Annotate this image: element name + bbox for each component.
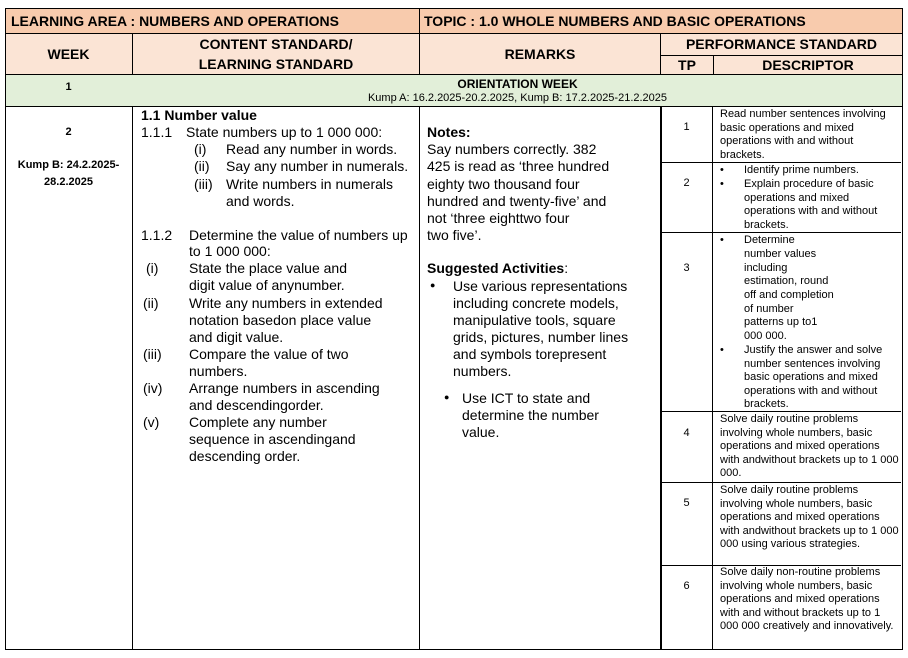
tp2-bullet-icon: •	[720, 178, 724, 190]
s112-item-text: and digit value.	[189, 329, 284, 345]
activity-bullet-icon: ●	[430, 280, 436, 290]
tp-descriptor-1: Read number sentences involving basic operations and mixed operations with and without brackets.	[720, 108, 886, 161]
standard-1-1-2-text: to 1 000 000:	[189, 243, 271, 259]
tp-level-5: 5	[683, 497, 690, 509]
s112-item-text: Write any numbers in extended	[189, 295, 383, 311]
notes-line: 425 is read as ‘three hundred	[427, 158, 610, 174]
s112-item-text: Arrange numbers in ascending	[189, 380, 380, 396]
activity-line: manipulative tools, square	[453, 312, 616, 328]
activity-bullet-icon: ●	[444, 392, 450, 402]
s112-item-text: notation basedon place value	[189, 312, 372, 328]
activity-line: grids, pictures, number lines	[453, 329, 629, 345]
descriptor-header: DESCRIPTOR	[762, 56, 854, 73]
week2-dates-line2: 28.2.2025	[44, 176, 93, 188]
tp-descriptor-6: Solve daily non-routine problems involving whole numbers, basic operations and mixed operations with and without brackets up to 1 000 000 creatively and innovatively.	[720, 566, 894, 633]
tp3-bullet1-line: patterns up to1	[744, 316, 818, 328]
topic-title: TOPIC : 1.0 WHOLE NUMBERS AND BASIC OPERATIONS	[424, 12, 806, 29]
week2-number: 2	[65, 126, 72, 138]
tp-level-3: 3	[683, 262, 690, 274]
s111-item-num: (i)	[194, 141, 207, 157]
s111-item-text: Write numbers in numerals	[226, 176, 394, 192]
activity-line: Use various representations	[453, 278, 628, 294]
tp3-bullet-icon: •	[720, 344, 724, 356]
activity-line: determine the number	[462, 407, 599, 423]
tp3-bullet1-line: number values	[744, 248, 817, 260]
activity-line: and symbols torepresent	[453, 346, 607, 362]
tp2-bullet-icon: •	[720, 164, 724, 176]
activity-line: value.	[462, 424, 500, 440]
s112-item-text: numbers.	[189, 363, 248, 379]
notes-line: not ‘three eighttwo four	[427, 210, 570, 226]
notes-line: Say numbers correctly. 382	[427, 141, 597, 157]
suggested-activities-label: Suggested Activities	[427, 260, 565, 276]
s112-item-text: and descendingorder.	[189, 397, 324, 413]
s112-item-text: Complete any number	[189, 414, 327, 430]
remarks-header: REMARKS	[504, 45, 576, 62]
s111-item-text: Say any number in numerals.	[226, 158, 409, 174]
s111-item-text: and words.	[226, 193, 295, 209]
tp3-bullet1-line: 000 000.	[744, 330, 787, 342]
tp-descriptor-4: Solve daily routine problems involving whole numbers, basic operations and mixed operations with andwithout brackets up to 1 000 000.	[720, 413, 899, 480]
s112-item-num: (v)	[143, 414, 160, 430]
s112-item-text: Compare the value of two	[189, 346, 349, 362]
s112-item-num: (ii)	[143, 295, 159, 311]
tp3-bullet1-line: including	[744, 262, 788, 274]
tp3-bullet1-line: of number	[744, 303, 794, 315]
s112-item-text: sequence in ascendingand	[189, 431, 356, 447]
tp3-bullet1-line: estimation, round	[744, 275, 829, 287]
tp-level-6: 6	[683, 580, 690, 592]
notes-title: Notes:	[427, 124, 471, 140]
suggested-activities-colon: :	[564, 260, 569, 276]
s111-item-text: Read any number in words.	[226, 141, 398, 157]
notes-line: two five’.	[427, 227, 482, 243]
standard-1-1-1-text: State numbers up to 1 000 000:	[186, 124, 383, 140]
tp-descriptor-2-item: Identify prime numbers.	[744, 164, 859, 176]
tp3-bullet1-line: off and completion	[744, 289, 834, 301]
activity-line: including concrete models,	[453, 295, 619, 311]
activity-line: Use ICT to state and	[462, 390, 591, 406]
s112-item-num: (iv)	[143, 380, 163, 396]
tp-descriptor-2-item: Explain procedure of basic operations and mixed operations with and without brackets.	[744, 178, 878, 231]
content-standard-header-line1: CONTENT STANDARD/	[199, 36, 353, 52]
s112-item-text: descending order.	[189, 448, 301, 464]
s111-item-num: (iii)	[194, 176, 213, 192]
tp3-bullet1-line: Determine	[744, 234, 795, 246]
number-value-heading: 1.1 Number value	[141, 107, 257, 123]
orientation-week-number: 1	[65, 81, 72, 93]
orientation-dates: Kump A: 16.2.2025-20.2.2025, Kump B: 17.2.2025-21.2.2025	[367, 92, 668, 104]
performance-standard-header: PERFORMANCE STANDARD	[685, 36, 878, 52]
orientation-week-title: ORIENTATION WEEK	[457, 77, 578, 91]
s112-item-text: State the place value and	[189, 260, 348, 276]
activity-line: numbers.	[453, 363, 512, 379]
tp3-bullet-icon: •	[720, 234, 724, 246]
tp-descriptor-3-item: Justify the answer and solve number sentences involving basic operations and mixed operations with and without brackets.	[744, 344, 883, 411]
tp-level-2: 2	[683, 177, 690, 189]
tp-level-4: 4	[683, 427, 690, 439]
standard-1-1-2-text: Determine the value of numbers up	[189, 227, 408, 243]
week2-dates-line1: Kump B: 24.2.2025-	[17, 159, 120, 171]
tp-descriptor-5: Solve daily routine problems involving whole numbers, basic operations and mixed operations with andwithout brackets up to 1 000 000 using various strategies.	[720, 484, 899, 551]
s111-item-num: (ii)	[194, 158, 210, 174]
notes-line: hundred and twenty-five’ and	[427, 193, 607, 209]
notes-line: eighty two thousand four	[427, 176, 580, 192]
s112-item-text: digit value of anynumber.	[189, 277, 345, 293]
tp-header: TP	[678, 56, 696, 73]
s112-item-num: (i)	[146, 260, 159, 276]
standard-1-1-2-number: 1.1.2	[141, 227, 173, 243]
s112-item-num: (iii)	[143, 346, 162, 362]
learning-area-title: LEARNING AREA : NUMBERS AND OPERATIONS	[11, 12, 339, 29]
tp-level-1: 1	[683, 121, 690, 133]
suggested-activities-title	[427, 260, 568, 276]
content-standard-header-line2: LEARNING STANDARD	[198, 56, 354, 72]
standard-1-1-1-number: 1.1.1	[141, 124, 173, 140]
week-header: WEEK	[47, 45, 90, 62]
